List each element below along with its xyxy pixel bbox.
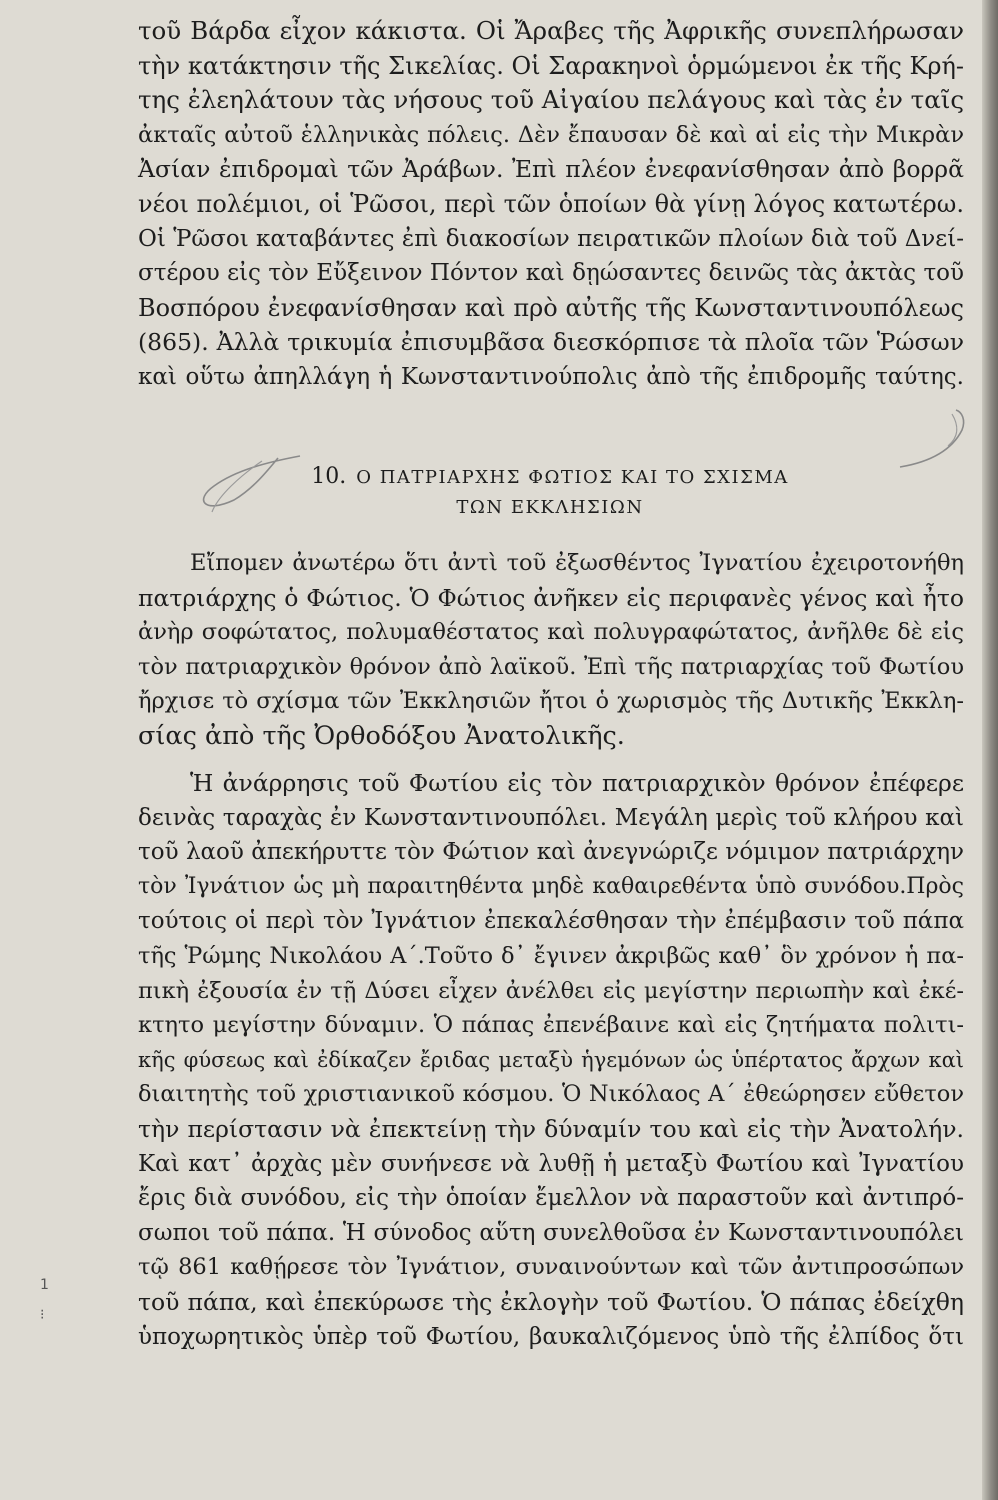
text-line: Βοσπόρου ἐνεφανίσθησαν καὶ πρὸ αὐτῆς τῆς Κωνσταντινουπόλεως bbox=[138, 293, 964, 322]
text-line: Ἡ ἀνάρρησις τοῦ Φωτίου εἰς τὸν πατριαρχικὸν θρόνον ἐπέφερε bbox=[190, 769, 964, 797]
section-heading bbox=[200, 462, 900, 523]
text-line: Ἀσίαν ἐπιδρομαὶ τῶν Ἀράβων. Ἐπὶ πλέον ἐνεφανίσθησαν ἀπὸ βορρᾶ bbox=[138, 155, 964, 184]
text-line: Οἱ Ῥῶσοι καταβάντες ἐπὶ διακοσίων πειρατικῶν πλοίων διὰ τοῦ Δνεί- bbox=[138, 225, 964, 252]
text-line: Καὶ κατ᾽ ἀρχὰς μὲν συνήνεσε νὰ λυθῇ ἡ μεταξὺ Φωτίου καὶ Ἰγνατίου bbox=[138, 1150, 964, 1177]
paragraph-1 bbox=[138, 546, 964, 754]
text-line: σωποι τοῦ πάπα. Ἡ σύνοδος αὕτη συνελθοῦσα ἐν Κωνσταντινουπόλει bbox=[138, 1219, 964, 1246]
text-line: κῆς φύσεως καὶ ἐδίκαζεν ἔριδας μεταξὺ ἡγεμόνων ὡς ὑπέρτατος ἄρχων καὶ bbox=[138, 1047, 964, 1072]
text-line: ὑποχωρητικὸς ὑπὲρ τοῦ Φωτίου, βαυκαλιζόμενος ὑπὸ τῆς ἐλπίδος ὅτι bbox=[138, 1323, 964, 1350]
text-line: καὶ οὕτω ἀπηλλάγη ἡ Κωνσταντινούπολις ἀπὸ τῆς ἐπιδρομῆς ταύτης. bbox=[138, 363, 964, 390]
section-number: 10. bbox=[311, 464, 347, 489]
text-line: ἀνὴρ σοφώτατος, πολυμαθέστατος καὶ πολυγραφώτατος, ἀνῆλθε δὲ εἰς bbox=[138, 619, 964, 646]
text-line: ἀκταῖς αὐτοῦ ἑλληνικὰς πόλεις. Δὲν ἔπαυσαν δὲ καὶ αἱ εἰς τὴν Μικρὰν bbox=[138, 121, 964, 148]
text-line: κτητο μεγίστην δύναμιν. Ὁ πάπας ἐπενέβαινε καὶ εἰς ζητήματα πολιτι- bbox=[138, 1012, 964, 1039]
text-line: τοῦ πάπα, καὶ ἐπεκύρωσε τὴς ἐκλογὴν τοῦ Φωτίου. Ὁ πάπας ἐδείχθη bbox=[138, 1287, 964, 1316]
text-line: τὸν πατριαρχικὸν θρόνον ἀπὸ λαϊκοῦ. Ἐπὶ τῆς πατριαρχίας τοῦ Φωτίου bbox=[138, 653, 964, 680]
text-line: στέρου εἰς τὸν Εὔξεινον Πόντον καὶ δῃώσαντες δεινῶς τὰς ἀκτὰς τοῦ bbox=[138, 260, 964, 287]
paragraph-2 bbox=[138, 766, 964, 1354]
text-line: πικὴ ἐξουσία ἐν τῇ Δύσει εἶχεν ἀνέλθει εἰς μεγίστην περιωπὴν καὶ ἐκέ- bbox=[138, 977, 964, 1004]
margin-mark: 1 bbox=[40, 1277, 49, 1293]
text-line: νέοι πολέμιοι, οἱ Ῥῶσοι, περὶ τῶν ὁποίων θὰ γίνῃ λόγος κατωτέρω. bbox=[138, 189, 964, 218]
text-line: δεινὰς ταραχὰς ἐν Κωνσταντινουπόλει. Μεγάλη μερὶς τοῦ κλήρου καὶ bbox=[138, 804, 964, 831]
text-line: τοῦ λαοῦ ἀπεκήρυττε τὸν Φώτιον καὶ ἀνεγνώριζε νόμιμον πατριάρχην bbox=[138, 839, 964, 866]
margin-mark: ⁝ bbox=[40, 1307, 45, 1323]
text-line: διαιτητὴς τοῦ χριστιανικοῦ κόσμου. Ὁ Νικόλαος Α΄ ἐθεώρησεν εὔθετον bbox=[138, 1081, 964, 1108]
section-heading-line-2: ΤΩΝ ΕΚΚΛΗΣΙΩΝ bbox=[456, 497, 644, 518]
text-line: σίας ἀπὸ τῆς Ὀρθοδόξου Ἀνατολικῆς. bbox=[138, 720, 625, 751]
text-line: τῷ 861 καθῄρεσε τὸν Ἰγνάτιον, συναινούντων καὶ τῶν ἀντιπροσώπων bbox=[138, 1254, 964, 1281]
binding-edge-shadow bbox=[982, 0, 998, 1500]
text-line: Εἴπομεν ἀνωτέρω ὅτι ἀντὶ τοῦ ἐξωσθέντος Ἰγνατίου ἐχειροτονήθη bbox=[190, 550, 964, 576]
section-heading-line-1 bbox=[200, 462, 900, 493]
text-line: τούτοις οἱ περὶ τὸν Ἰγνάτιον ἐπεκαλέσθησαν τὴν ἐπέμβασιν τοῦ πάπα bbox=[138, 908, 964, 935]
text-line: τοῦ Βάρδα εἶχον κάκιστα. Οἱ Ἄραβες τῆς Ἀφρικῆς συνεπλήρωσαν bbox=[138, 16, 964, 45]
text-section-1 bbox=[138, 14, 964, 395]
section-title: Ο ΠΑΤΡΙΑΡΧΗΣ ΦΩΤΙΟΣ ΚΑΙ ΤΟ ΣΧΙΣΜΑ bbox=[356, 467, 789, 488]
text-line: της ἐλεηλάτουν τὰς νήσους τοῦ Αἰγαίου πελάγους καὶ τὰς ἐν ταῖς bbox=[138, 85, 965, 115]
text-line: τὴν περίστασιν νὰ ἐπεκτείνῃ τὴν δύναμίν του καὶ εἰς τὴν Ἀνατολήν. bbox=[138, 1114, 964, 1143]
text-line: τὸν Ἰγνάτιον ὡς μὴ παραιτηθέντα μηδὲ καθαιρεθέντα ὑπὸ συνόδου.Πρὸς bbox=[138, 873, 964, 899]
text-line: πατριάρχης ὁ Φώτιος. Ὁ Φώτιος ἀνῆκεν εἰς περιφανὲς γένος καὶ ἦτο bbox=[138, 583, 964, 612]
text-line: (865). Ἀλλὰ τρικυμία ἐπισυμβᾶσα διεσκόρπισε τὰ πλοῖα τῶν Ῥώσων bbox=[138, 328, 964, 357]
text-line: ἔρις διὰ συνόδου, εἰς τὴν ὁποίαν ἔμελλον νὰ παραστοῦν καὶ ἀντιπρό- bbox=[138, 1185, 964, 1212]
text-line: ἤρχισε τὸ σχίσμα τῶν Ἐκκλησιῶν ἤτοι ὁ χωρισμὸς τῆς Δυτικῆς Ἐκκλη- bbox=[138, 688, 964, 715]
text-line: τῆς Ῥώμης Νικολάου Α΄.Τοῦτο δ᾽ ἔγινεν ἀκριβῶς καθ᾽ ὃν χρόνον ἡ πα- bbox=[138, 942, 964, 969]
text-line: τὴν κατάκτησιν τῆς Σικελίας. Οἱ Σαρακηνοὶ ὁρμώμενοι ἐκ τῆς Κρή- bbox=[138, 51, 964, 80]
margin-marks bbox=[40, 1275, 49, 1325]
